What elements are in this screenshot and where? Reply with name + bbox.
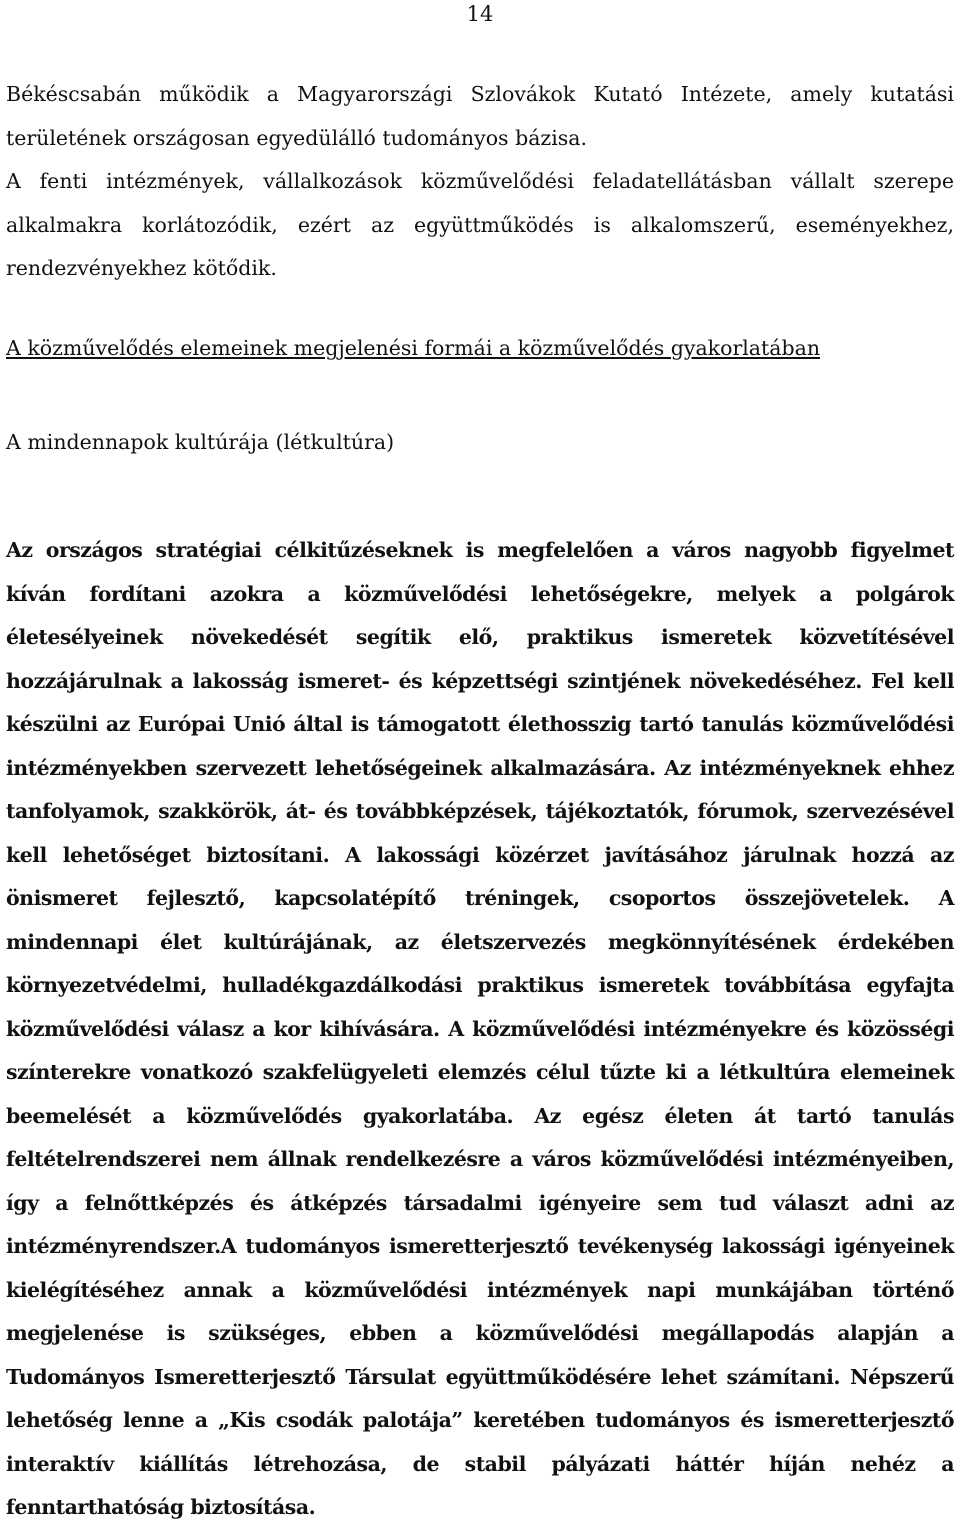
body-paragraph: Az országos stratégiai célkitűzéseknek is megfelelően a város nagyobb figyelmet kíván fordítani azokra a közművelődési lehetőségekre, melyek a polgárok életesélyeinek növekedését segítik elő, praktikus ismeretek közvetítésével hozzájárulnak a lakosság ismeret- és képzettségi szintjének növekedéséhez. Fel kell készülni az Európai Unió által is támogatott élethosszig tartó tanulás közművelődési intézményekben szervezett lehetőségeinek alkalmazására. Az intézményeknek ehhez tanfolyamok, szakkörök, át- és továbbképzések, tájékoztatók, fórumok, szervezésével kell lehetőséget biztosítani. A lakossági közérzet javításához járulnak hozzá az önismeret fejlesztő, kapcsolatépítő tréningek, csoportos összejövetelek. A mindennapi élet kultúrájának, az életszervezés megkönnyítésének érdekében környezetvédelmi, hulladékgazdálkodási praktikus ismeretek továbbítása egyfajta közművelődési válasz a kor kihívására. A közművelődési intézményekre és közösségi színterekre vonatkozó szakfelügyeleti elemzés célul tűzte ki a létkultúra elemeinek beemelését a közművelődés gyakorlatába. Az egész életen át tartó tanulás feltételrendszerei nem állnak rendelkezésre a város közművelődési intézményeiben, így a felnőttképzés és átképzés társadalmi igényeire sem tud választ adni az intézményrendszer.A tudományos ismeretterjesztő tevékenység lakossági igényeinek kielégítéséhez annak a közművelődési intézmények napi munkájában történő megjelenése is szükséges, ebben a közművelődési megállapodás alapján a Tudományos Ismeretterjesztő Társulat együttműködésére lehet számítani. Népszerű lehetőség lenne a „Kis csodák palotája” keretében tudományos és ismeretterjesztő interaktív kiállítás létrehozása, de stabil pályázati háttér híján nehéz a fenntarthatóság biztosítása.: [6, 538, 954, 1519]
page-number: 14: [466, 2, 494, 26]
intro-paragraph: A fenti intézmények, vállalkozások közművelődési feladatellátásban vállalt szerepe alkalmakra korlátozódik, ezért az együttműködés is alkalomszerű, eseményekhez, rendezvényekhez kötődik.: [6, 169, 954, 280]
sub-heading: A mindennapok kultúrája (létkultúra): [6, 430, 395, 454]
intro-paragraph: Békéscsabán működik a Magyarországi Szlovákok Kutató Intézete, amely kutatási területének országosan egyedülálló tudományos bázisa.: [6, 82, 954, 150]
section-heading: A közművelődés elemeinek megjelenési formái a közművelődés gyakorlatában: [6, 336, 821, 360]
intro-section: [6, 73, 954, 291]
